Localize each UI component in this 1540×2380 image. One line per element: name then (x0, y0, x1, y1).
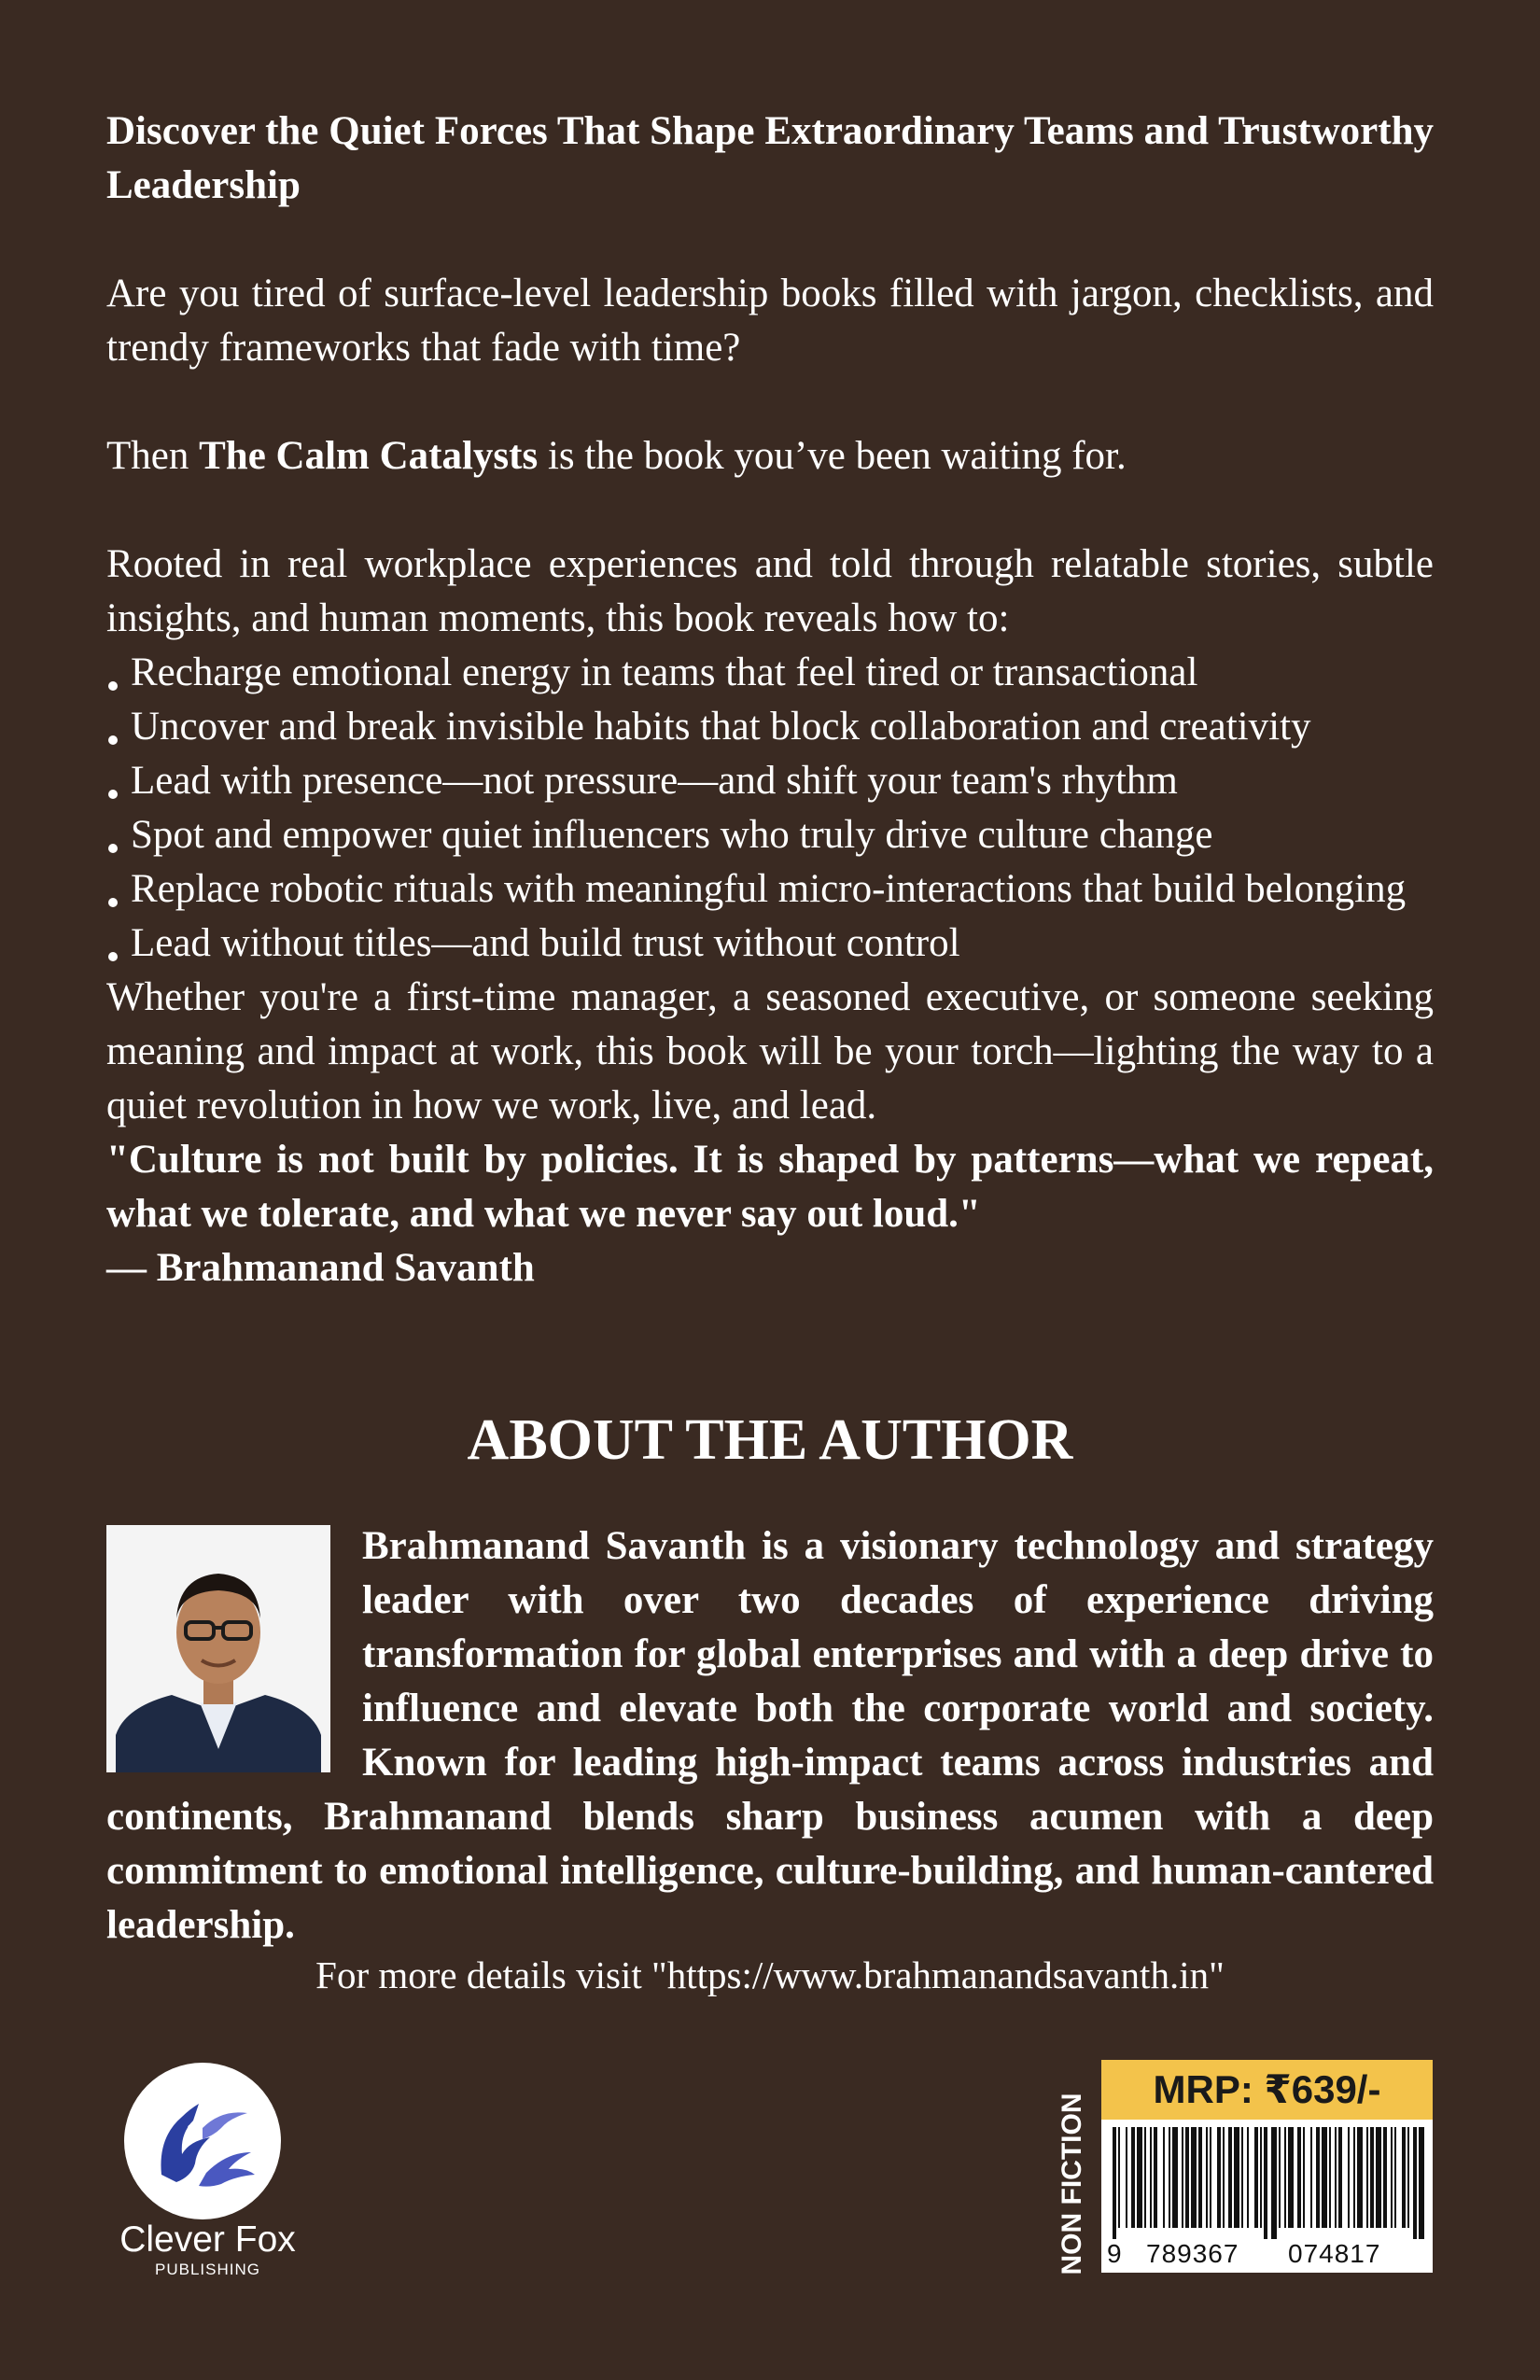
author-bio: Brahmanand Savanth is a visionary technology and strategy leader with over two decades of experience driving transformation for global enterprises and with a deep drive to influence and elevate both the corporate world and society. Known for leading high-impact teams across industries and continents, Brahmanand blends sharp business acumen with a deep commitment to emotional intelligence, culture-building, and human-cantered leadership. (106, 1524, 1434, 1947)
genre-text: NON FICTION (1057, 2093, 1087, 2275)
blurb (106, 105, 1434, 1295)
barcode-bar (1310, 2127, 1312, 2228)
barcode-bar (1150, 2127, 1152, 2228)
price-label: MRP: ₹639/- (1101, 2060, 1433, 2120)
isbn-number (1101, 2239, 1433, 2271)
genre-label (1049, 2091, 1096, 2277)
barcode-bar (1191, 2127, 1197, 2228)
isbn-middle: 789367 (1146, 2239, 1239, 2268)
barcode-bar (1217, 2127, 1221, 2228)
about-author-heading: ABOUT THE AUTHOR (467, 1408, 1073, 1472)
barcode-bar (1370, 2127, 1374, 2228)
barcode-bar (1297, 2127, 1301, 2228)
then-line (106, 429, 1434, 483)
barcode-bar (1284, 2127, 1286, 2228)
barcode-bar (1247, 2127, 1249, 2228)
author-portrait-icon (106, 1525, 330, 1772)
isbn-first: 9 (1107, 2239, 1122, 2268)
barcode-bar (1288, 2127, 1294, 2228)
intro-question: Are you tired of surface-level leadership books filled with jargon, checklists, and trendy frameworks that fade with time? (106, 272, 1434, 370)
website-line: For more details visit "https://www.brahmanandsavanth.in" (315, 1953, 1225, 1996)
publisher-logo (103, 2053, 313, 2277)
barcode-bar (1316, 2127, 1320, 2228)
publisher-name: Clever Fox (119, 2219, 296, 2260)
then-before: Then (106, 434, 200, 478)
barcode-bar (1353, 2127, 1355, 2228)
then-after: is the book you’ve been waiting for. (538, 434, 1127, 478)
barcode-bar (1169, 2127, 1170, 2228)
barcode-bar (1335, 2127, 1337, 2228)
barcode-bar (1185, 2127, 1189, 2228)
benefit-list (106, 646, 1434, 971)
author-section (106, 1519, 1434, 1953)
list-item: Lead with presence—not pressure—and shift your team's rhythm (106, 754, 1434, 808)
barcode-bar (1228, 2127, 1232, 2228)
barcode-bar (1376, 2127, 1381, 2228)
list-item: Replace robotic rituals with meaningful micro-interactions that build belonging (106, 862, 1434, 917)
barcode-bar (1163, 2127, 1165, 2228)
barcode-bar (1113, 2127, 1116, 2239)
barcode-bar (1322, 2127, 1327, 2228)
barcode-bar (1254, 2127, 1258, 2228)
barcode-bar (1198, 2127, 1202, 2228)
barcode-bar (1303, 2127, 1305, 2228)
barcode-bar (1234, 2127, 1239, 2228)
quote-attribution: — Brahmanand Savanth (106, 1246, 535, 1290)
list-item: Spot and empower quiet influencers who truly drive culture change (106, 808, 1434, 862)
barcode-bar (1210, 2127, 1211, 2228)
barcode-bar (1182, 2127, 1183, 2228)
barcode-bar (1172, 2127, 1178, 2228)
barcode-bar (1383, 2127, 1387, 2228)
publisher-sub: PUBLISHING (155, 2261, 260, 2278)
list-item: Recharge emotional energy in teams that feel tired or transactional (106, 646, 1434, 700)
headline: Discover the Quiet Forces That Shape Extraordinary Teams and Trustworthy Leadership (106, 109, 1434, 207)
barcode-bar (1419, 2127, 1424, 2239)
fox-logo-icon (124, 2063, 281, 2219)
rooted-paragraph: Rooted in real workplace experiences and told through relatable stories, subtle insights, and human moments, this book reveals how to: (106, 542, 1434, 640)
barcode-bar (1241, 2127, 1243, 2228)
barcode-bar (1223, 2127, 1225, 2228)
whether-paragraph: Whether you're a first-time manager, a seasoned executive, or someone seeking meaning and impact at work, this book will be your torch—lighting the way to a quiet revolution in how we work, live, and lead. (106, 975, 1434, 1127)
barcode-bar (1260, 2127, 1262, 2228)
barcode-bar (1279, 2127, 1281, 2228)
barcode-bar (1264, 2127, 1267, 2239)
barcode-bar (1271, 2127, 1277, 2239)
barcode-bar (1348, 2127, 1350, 2228)
barcode-bar (1391, 2127, 1393, 2228)
barcode-bar (1206, 2127, 1208, 2228)
isbn-last: 074817 (1288, 2239, 1381, 2268)
barcode-bar (1338, 2127, 1342, 2228)
barcode-bar (1144, 2127, 1146, 2228)
barcode-panel (1101, 2060, 1433, 2273)
barcode-bar (1402, 2127, 1406, 2228)
book-title: The Calm Catalysts (199, 434, 539, 478)
barcode-bar (1394, 2127, 1396, 2228)
barcode-bar (1407, 2127, 1409, 2228)
barcode-bar (1131, 2127, 1135, 2228)
quote-text: "Culture is not built by policies. It is shaped by patterns—what we repeat, what we tolerate, and what we never say out loud." (106, 1138, 1434, 1236)
barcode-bar (1366, 2127, 1368, 2228)
barcode-bar (1137, 2127, 1142, 2228)
author-photo (106, 1525, 330, 1772)
barcode-bar (1413, 2127, 1417, 2239)
barcode-bar (1126, 2127, 1127, 2228)
list-item: Lead without titles—and build trust without control (106, 917, 1434, 971)
barcode-icon (1109, 2127, 1424, 2239)
barcode-bar (1329, 2127, 1331, 2228)
barcode-bar (1357, 2127, 1363, 2228)
list-item: Uncover and break invisible habits that block collaboration and creativity (106, 700, 1434, 754)
barcode-bar (1118, 2127, 1120, 2228)
barcode-bar (1154, 2127, 1157, 2228)
